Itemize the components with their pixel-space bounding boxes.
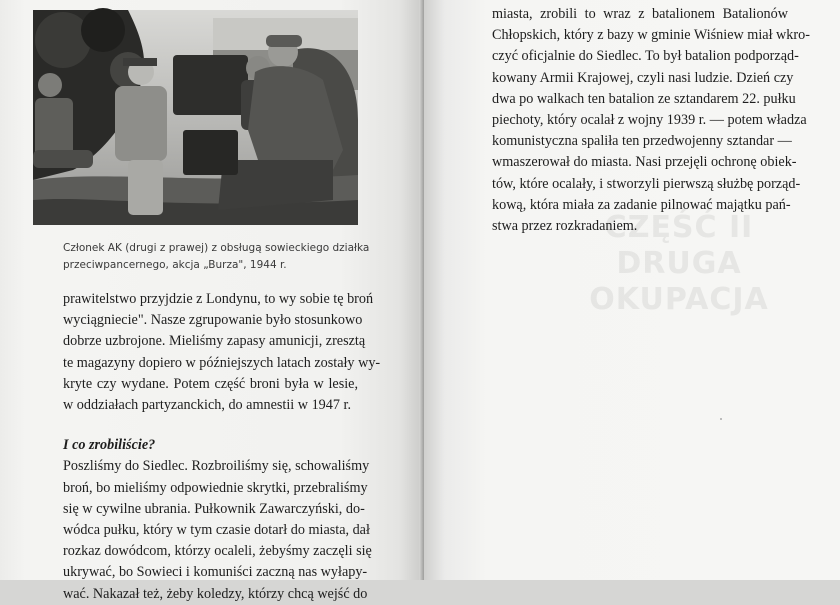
interview-question: I co zrobiliście? <box>63 437 156 454</box>
text-line: wyciągniecie". Nasze zgrupowanie było stosunkowo <box>63 312 363 329</box>
text-line: piechoty, który ocalał z wojny 1939 r. — potem władza <box>492 112 807 129</box>
text-line: Poszliśmy do Siedlec. Rozbroiliśmy się, schowaliśmy <box>63 458 370 475</box>
text-line: miasta, zrobili to wraz z batalionem Batalionów <box>492 6 788 22</box>
text-line: wmaszerował do miasta. Nasi przejęli ochronę obiek- <box>492 154 797 171</box>
bleed-line: DRUGA OKUPACJA <box>589 246 769 317</box>
text-line: broń, bo mieliśmy odpowiednie skrytki, przebraliśmy <box>63 479 368 496</box>
text-line: czyć oficjalnie do Siedlec. To był batalion podporząd- <box>492 48 799 65</box>
left-body-text <box>63 289 381 605</box>
text-line: kryte czy wydane. Potem część broni była w lesie, <box>63 375 358 392</box>
text-line: ukrywać, bo Sowieci i komuniści zaczną nas wyłapy- <box>63 564 368 581</box>
text-line: w oddziałach partyzanckich, do amnestii w 1947 r. <box>63 397 351 414</box>
right-body-text <box>492 4 810 237</box>
caption-line: przeciwpancernego, akcja „Burza", 1944 r. <box>63 259 287 271</box>
text-line: dwa po walkach ten batalion ze sztandarem 22. pułku <box>492 90 796 107</box>
text-line: te magazyny dopiero w późniejszych latach zostały wy- <box>63 354 381 371</box>
historical-photo <box>33 10 358 225</box>
bleed-line: CZĘŚĆ II <box>604 210 754 245</box>
text-line: stwa przez rozkradaniem. <box>492 218 638 235</box>
text-line: się w cywilne ubrania. Pułkownik Zawarczyński, do- <box>63 500 365 517</box>
text-line: wać. Nakazał też, żeby koledzy, którzy chcą wejść do <box>63 585 368 602</box>
paper-speck <box>720 418 722 420</box>
text-line: rozkaz dowódcom, którzy ocaleli, żebyśmy zaczęli się <box>63 543 372 560</box>
caption-line: Członek AK (drugi z prawej) z obsługą sowieckiego działka <box>63 242 370 254</box>
text-line: tów, które ocalały, i stworzyli pierwszą służbę porząd- <box>492 175 801 192</box>
photo-caption <box>63 240 370 274</box>
text-line: prawitelstwo przyjdzie z Londynu, to wy sobie tę broń <box>63 291 374 307</box>
text-line: wódca pułku, który w tym czasie dotarł do miasta, dał <box>63 522 370 539</box>
text-line: kową, która miała za zadanie pilnować majątku pań- <box>492 196 791 213</box>
text-line: komunistyczna spaliła ten przedwojenny sztandar — <box>492 133 792 150</box>
text-line: dobrze uzbrojone. Mieliśmy zapasy amunicji, zresztą <box>63 333 366 350</box>
right-page <box>424 0 840 580</box>
text-line: Chłopskich, który z bazy w gminie Wiśniew miał wkro- <box>492 27 810 44</box>
text-line: kowany Armii Krajowej, czyli nasi ludzie. Dzień czy <box>492 69 794 86</box>
